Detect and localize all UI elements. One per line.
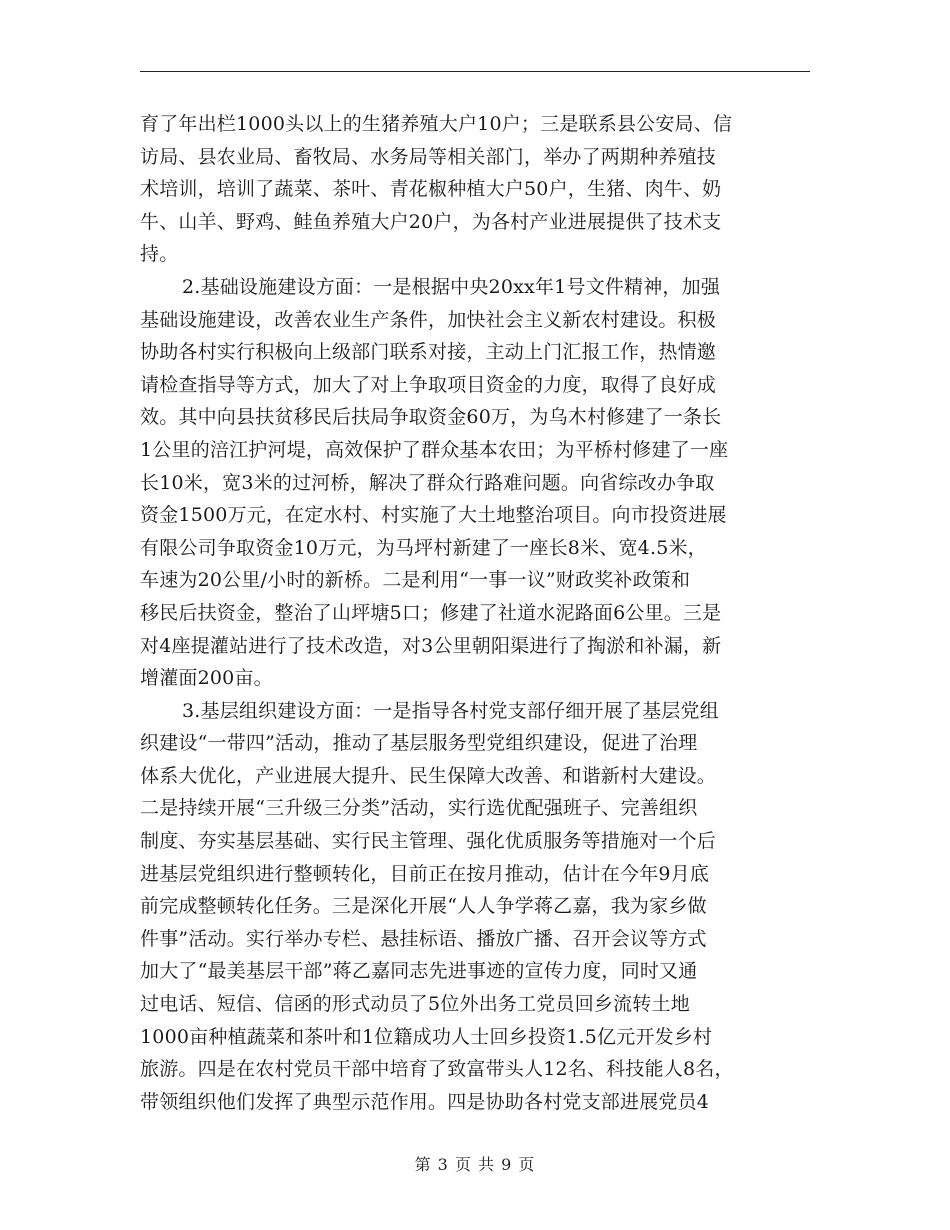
text-line: 二是持续开展“三升级三分类”活动，实行选优配强班子、完善组织 <box>140 797 698 820</box>
text-line: 牛、山羊、野鸡、鲑鱼养殖大户20户，为各村产业进展提供了技术支 <box>140 210 722 233</box>
text-line: 前完成整顿转化任务。三是深化开展“人人争学蒋乙嘉，我为家乡做 <box>140 895 707 918</box>
paragraph <box>140 271 812 695</box>
text-line: 件事”活动。实行举办专栏、悬挂标语、播放广播、召开会议等方式 <box>140 927 707 950</box>
text-line: 访局、县农业局、畜牧局、水务局等相关部门，举办了两期种养殖技 <box>140 145 717 168</box>
text-line: 制度、夯实基层基础、实行民主管理、强化优质服务等措施对一个后 <box>140 830 717 853</box>
text-line: 对4座提灌站进行了技术改造，对3公里朝阳渠进行了掏淤和补漏，新 <box>140 634 722 657</box>
text-line: 3.基层组织建设方面：一是指导各村党支部仔细开展了基层党组 <box>182 699 719 722</box>
paragraph <box>140 108 812 271</box>
page-number-footer: 第 3 页 共 9 页 <box>414 1155 536 1174</box>
text-line: 请检查指导等方式，加大了对上争取项目资金的力度，取得了良好成 <box>140 373 717 396</box>
text-line: 有限公司争取资金10万元，为马坪村新建了一座长8米、宽4.5米， <box>140 536 707 559</box>
text-line: 效。其中向县扶贫移民后扶局争取资金60万，为乌木村修建了一条长 <box>140 406 722 429</box>
text-line: 育了年出栏1000头以上的生猪养殖大户10户；三是联系县公安局、信 <box>140 113 733 135</box>
text-line: 1公里的涪江护河堤，高效保护了群众基本农田；为平桥村修建了一座 <box>140 438 729 461</box>
text-line: 织建设“一带四”活动，推动了基层服务型党组织建设，促进了治理 <box>140 732 698 755</box>
header-rule <box>140 71 810 72</box>
text-line: 1000亩种植蔬菜和茶叶和1位籍成功人士回乡投资1.5亿元开发乡村 <box>140 1025 713 1048</box>
text-line: 进基层党组织进行整顿转化，目前正在按月推动，估计在今年9月底 <box>140 862 710 885</box>
text-line: 2.基础设施建设方面：一是根据中央20xx年1号文件精神，加强 <box>182 275 721 298</box>
text-line: 移民后扶资金，整治了山坪塘5口；修建了社道水泥路面6公里。三是 <box>140 601 722 624</box>
body-text <box>140 108 812 1118</box>
text-line: 过电话、短信、信函的形式动员了5位外出务工党员回乡流转土地 <box>140 993 690 1016</box>
text-line: 车速为20公里/小时的新桥。二是利用“一事一议”财政奖补政策和 <box>140 569 691 592</box>
text-line: 术培训，培训了蔬菜、茶叶、青花椒种植大户50户，生猪、肉牛、奶 <box>140 178 722 201</box>
text-line: 资金1500万元，在定水村、村实施了大土地整治项目。向市投资进展 <box>140 504 727 527</box>
text-line: 协助各村实行积极向上级部门联系对接，主动上门汇报工作，热情邀 <box>140 341 717 364</box>
text-line: 增灌面200亩。 <box>140 667 273 690</box>
paragraph <box>140 695 812 1119</box>
text-line: 基础设施建设，改善农业生产条件，加快社会主义新农村建设。积极 <box>140 308 717 331</box>
text-line: 体系大优化，产业进展大提升、民生保障大改善、和谐新村大建设。 <box>140 764 717 787</box>
text-line: 长10米，宽3米的过河桥，解决了群众行路难问题。向省综改办争取 <box>140 471 715 494</box>
text-line: 加大了“最美基层干部”蒋乙嘉同志先进事迹的宣传力度，同时又通 <box>140 960 698 983</box>
text-line: 旅游。四是在农村党员干部中培育了致富带头人12名、科技能人8名， <box>140 1058 734 1081</box>
text-line: 带领组织他们发挥了典型示范作用。四是协助各村党支部进展党员4 <box>140 1090 710 1113</box>
text-line: 持。 <box>140 243 179 266</box>
